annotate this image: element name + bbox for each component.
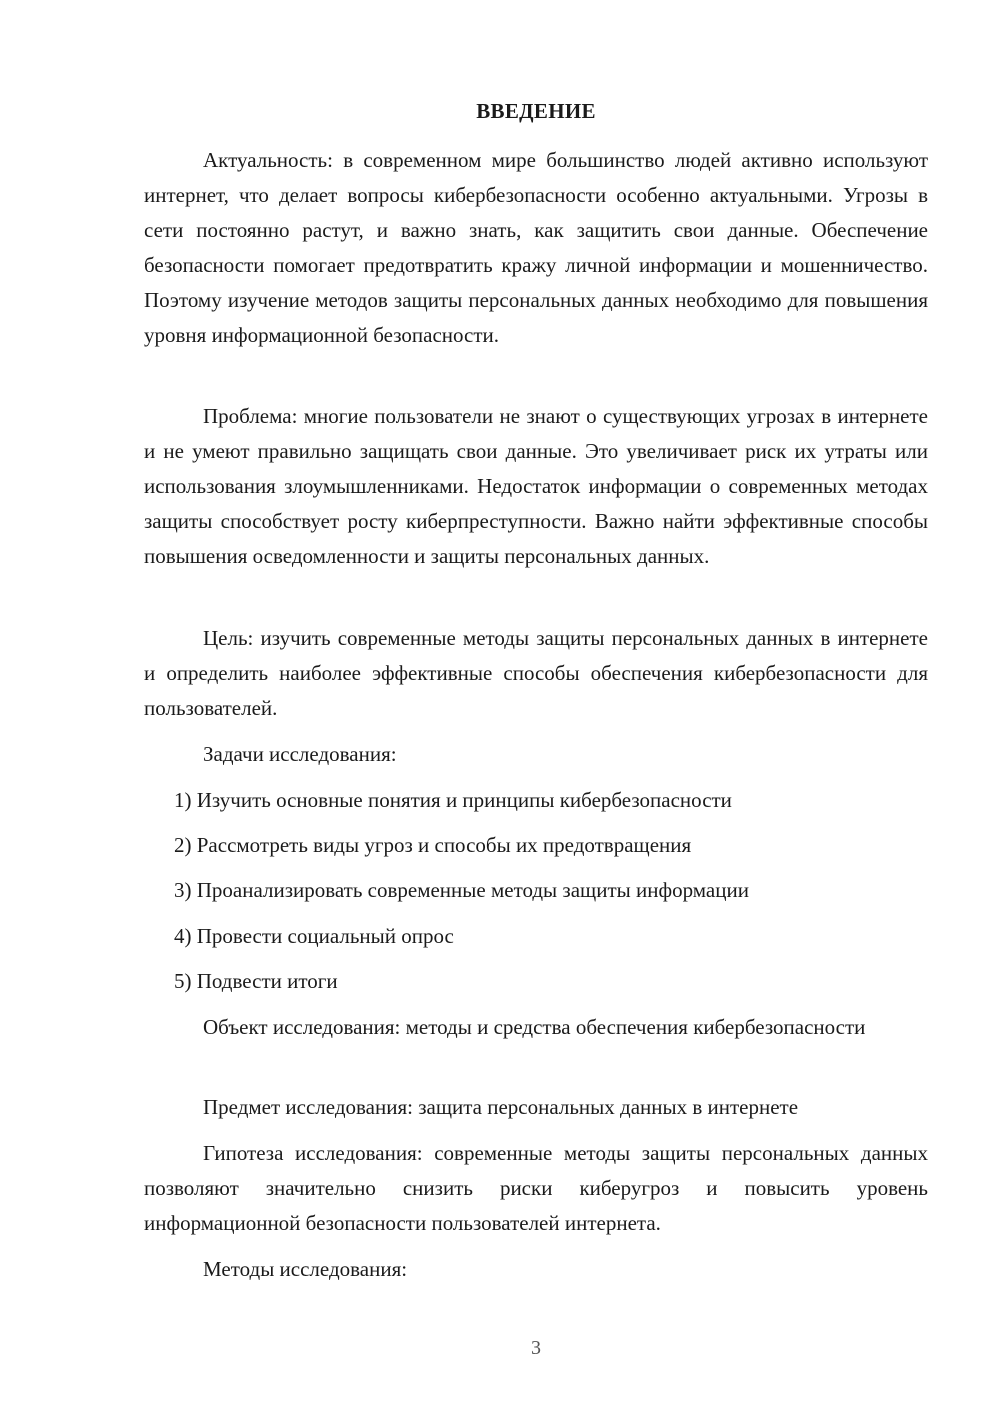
subject-paragraph: Предмет исследования: защита персональных данных в интернете	[203, 1095, 799, 1119]
hypothesis-paragraph: Гипотеза исследования: современные методы защиты персональных данных позволяют значительно снизить риски киберугроз и повысить уровень информационной безопасности пользователей интернета.	[144, 1141, 928, 1235]
task-list-item: 4) Провести социальный опрос	[174, 924, 454, 948]
task-list-item: 1) Изучить основные понятия и принципы кибербезопасности	[174, 788, 732, 812]
goal-paragraph: Цель: изучить современные методы защиты персональных данных в интернете и определить наиболее эффективные способы обеспечения кибербезопасности для пользователей.	[144, 626, 928, 720]
task-list-item: 5) Подвести итоги	[174, 969, 338, 993]
document-page	[144, 0, 928, 1414]
task-list-item: 3) Проанализировать современные методы защиты информации	[174, 878, 749, 902]
section-heading: ВВЕДЕНИЕ	[476, 99, 596, 123]
problem-paragraph: Проблема: многие пользователи не знают о существующих угрозах в интернете и не умеют правильно защищать свои данные. Это увеличивает риск их утраты или использования злоумышленниками. Недостаток информации о современных методах защиты способствует росту киберпреступности. Важно найти эффективные способы повышения осведомленности и защиты персональных данных.	[144, 404, 928, 568]
task-list-item: 2) Рассмотреть виды угроз и способы их предотвращения	[174, 833, 692, 857]
page-number: 3	[531, 1337, 541, 1359]
object-paragraph: Объект исследования: методы и средства обеспечения кибербезопасности	[203, 1015, 866, 1039]
tasks-title: Задачи исследования:	[203, 742, 397, 766]
relevance-paragraph: Актуальность: в современном мире большинство людей активно используют интернет, что делает вопросы кибербезопасности особенно актуальными. Угрозы в сети постоянно растут, и важно знать, как защитить свои данные. Обеспечение безопасности помогает предотвратить кражу личной информации и мошенничество. Поэтому изучение методов защиты персональных данных необходимо для повышения уровня информационной безопасности.	[144, 148, 928, 347]
methods-title: Методы исследования:	[203, 1257, 408, 1281]
